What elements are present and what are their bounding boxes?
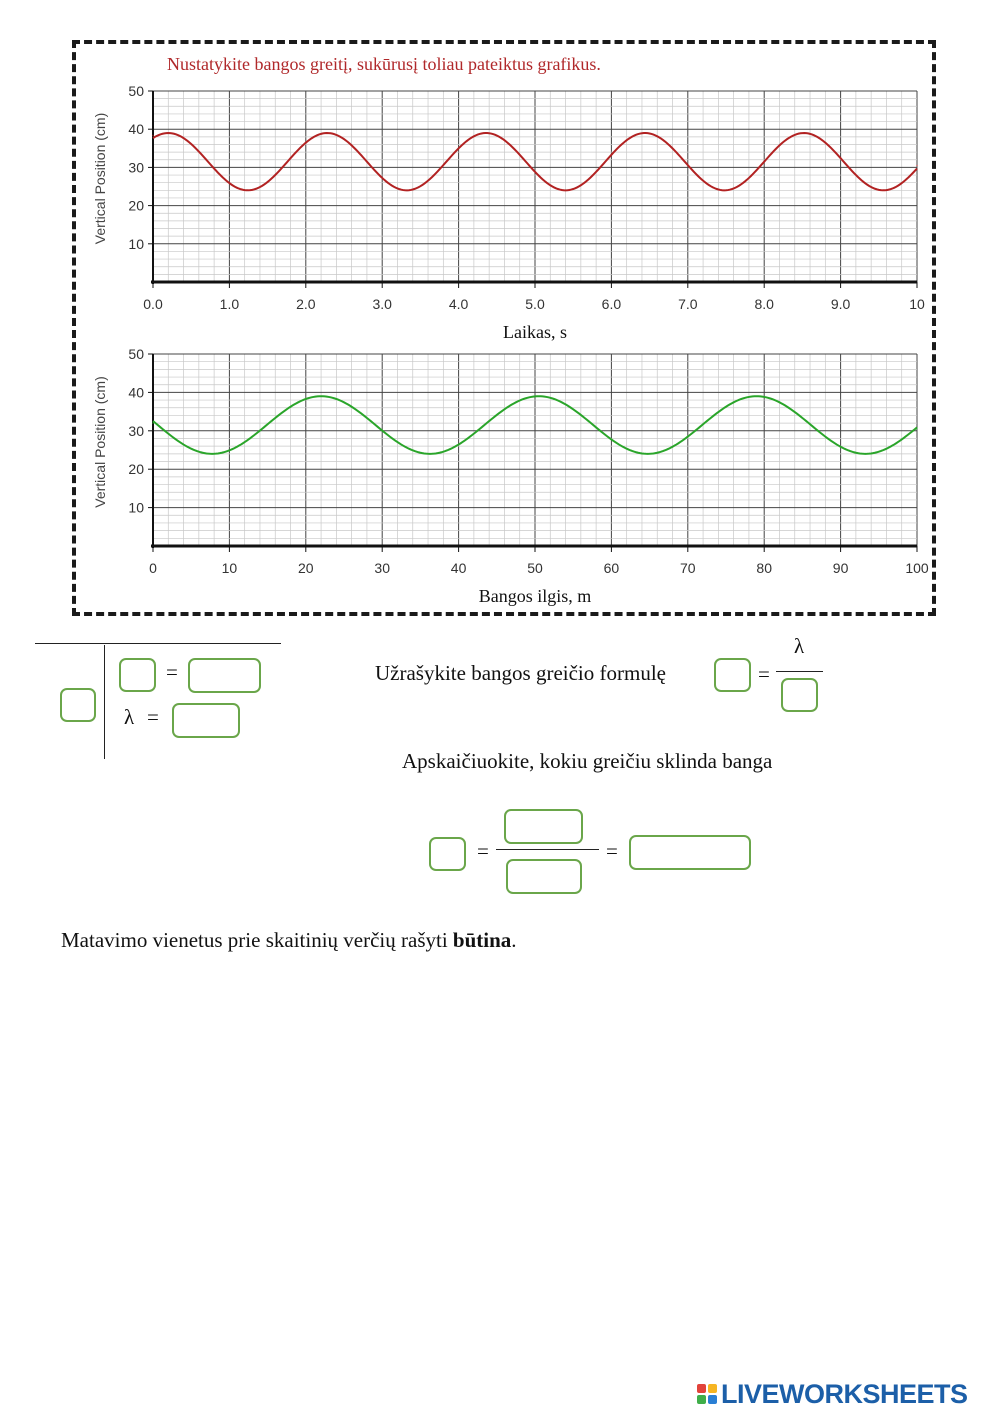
formula-left-input[interactable] — [714, 658, 751, 692]
given-lambda-input[interactable] — [172, 703, 240, 738]
given-value-input[interactable] — [188, 658, 261, 693]
logo-square-icon — [697, 1384, 706, 1393]
x-tick-label: 30 — [374, 560, 390, 576]
x-tick-label: 50 — [527, 560, 543, 576]
wavelength-graph — [0, 0, 1000, 620]
wave-point — [756, 396, 757, 397]
wave-point — [647, 453, 648, 454]
logo-text: LIVEWORKSHEETS — [721, 1378, 968, 1409]
y-tick-label: 10 — [128, 235, 144, 252]
wave-point — [152, 423, 153, 424]
formula-fraction-line — [776, 671, 823, 672]
units-note-end: . — [511, 928, 517, 952]
x-tick-label: 40 — [450, 560, 467, 576]
x-tick-label: 1.0 — [219, 296, 240, 312]
given-lambda-label: λ — [124, 705, 135, 729]
y-axis-label: Vertical Position (cm) — [92, 376, 108, 508]
formula-numerator: λ — [794, 634, 805, 658]
x-tick-label: 6.0 — [601, 296, 622, 312]
task-title: Nustatykite bangos greitį, sukūrusį toliau pateiktus grafikus. — [167, 54, 601, 74]
wave-point — [916, 428, 917, 429]
x-tick-label: 7.0 — [678, 296, 698, 312]
formula-equals: = — [758, 662, 770, 686]
calc-equals-1: = — [477, 839, 489, 863]
wave-point — [429, 453, 430, 454]
formula-instruction: Užrašykite bangos greičio formulę — [375, 661, 666, 685]
x-tick-label: 10 — [909, 296, 925, 312]
x-axis-label: Bangos ilgis, m — [478, 586, 592, 606]
y-tick-label: 40 — [128, 384, 144, 401]
logo-square-icon — [708, 1395, 717, 1404]
given-divider-line — [104, 645, 105, 759]
y-tick-label: 10 — [128, 499, 144, 516]
given-symbol-input[interactable] — [119, 658, 156, 692]
liveworksheets-logo — [697, 1378, 968, 1410]
x-tick-label: 5.0 — [525, 296, 545, 312]
calc-instruction: Apskaičiuokite, kokiu greičiu sklinda banga — [402, 749, 773, 773]
x-tick-label: 20 — [298, 560, 314, 576]
y-tick-label: 40 — [128, 121, 144, 138]
y-tick-label: 20 — [128, 461, 144, 478]
grid — [153, 354, 917, 546]
y-axis-label: Vertical Position (cm) — [92, 112, 108, 245]
y-tick-label: 30 — [128, 422, 144, 439]
x-tick-label: 8.0 — [754, 296, 774, 312]
calc-fraction-line — [496, 849, 599, 850]
x-tick-label: 70 — [680, 560, 696, 576]
given-equals-1: = — [166, 660, 178, 684]
x-tick-label: 0 — [149, 560, 157, 576]
x-tick-label: 0.0 — [143, 296, 163, 312]
units-note-text: Matavimo vienetus prie skaitinių verčių rašyti — [61, 928, 453, 952]
logo-square-icon — [708, 1384, 717, 1393]
x-tick-label: 80 — [756, 560, 772, 576]
x-tick-label: 90 — [832, 560, 849, 576]
wave-point — [320, 396, 321, 397]
calc-numerator-input[interactable] — [504, 809, 583, 844]
units-note — [61, 928, 517, 953]
y-tick-label: 50 — [128, 83, 144, 99]
calc-equals-2: = — [606, 839, 618, 863]
calc-result-input[interactable] — [629, 835, 751, 870]
y-tick-label: 50 — [128, 346, 144, 362]
y-tick-label: 20 — [128, 197, 144, 214]
units-note-bold: būtina — [452, 928, 512, 952]
given-quantity-input[interactable] — [60, 688, 96, 722]
x-tick-label: 60 — [603, 560, 620, 576]
logo-square-icon — [697, 1395, 706, 1404]
x-tick-label: 100 — [905, 560, 929, 576]
wave-point — [865, 453, 866, 454]
formula-denominator-input[interactable] — [781, 678, 818, 712]
x-tick-label: 9.0 — [830, 296, 851, 312]
x-tick-label: 3.0 — [372, 296, 392, 312]
y-tick-label: 30 — [128, 159, 144, 176]
logo-mark-icon — [697, 1384, 717, 1404]
calc-denominator-input[interactable] — [506, 859, 582, 894]
x-axis-label: Laikas, s — [503, 322, 567, 342]
x-tick-label: 2.0 — [296, 296, 316, 312]
x-tick-label: 10 — [221, 560, 238, 576]
given-top-line — [35, 643, 281, 644]
given-equals-2: = — [147, 705, 159, 729]
calc-left-input[interactable] — [429, 837, 466, 871]
wave-point — [538, 396, 539, 397]
x-tick-label: 4.0 — [448, 296, 469, 312]
wave-point — [212, 453, 213, 454]
